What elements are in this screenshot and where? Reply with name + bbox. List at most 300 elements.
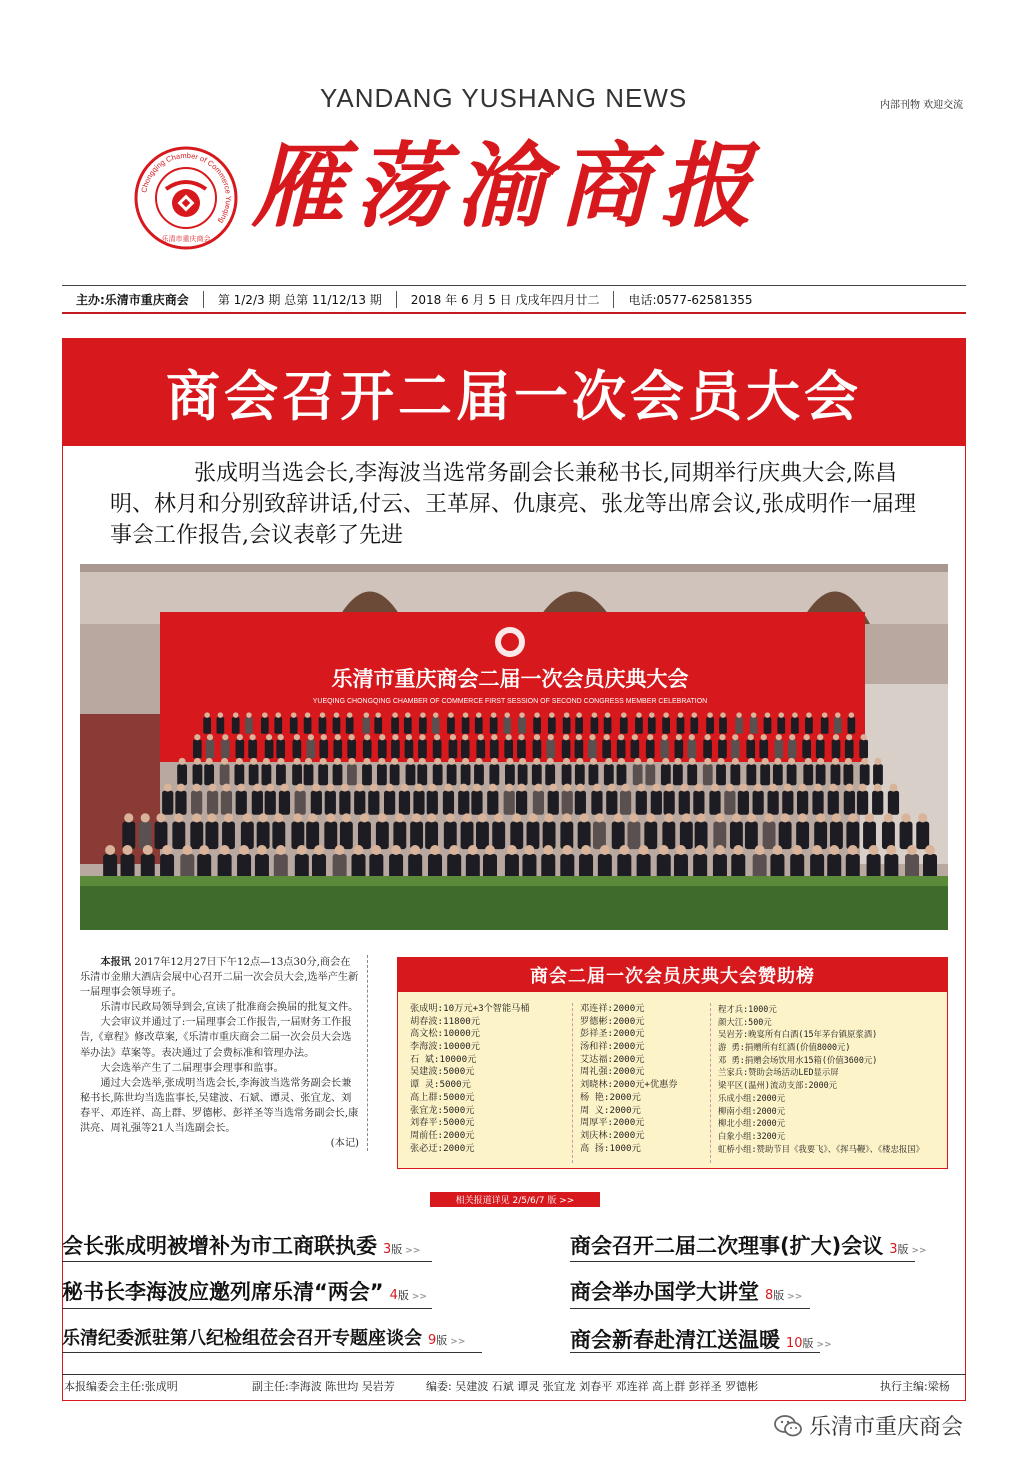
crowd-head	[804, 734, 810, 740]
related-reports-link[interactable]: 相关报道详见 2/5/6/7 版 >>	[430, 1192, 600, 1207]
crowd-person	[724, 791, 735, 815]
crowd-head	[371, 845, 381, 855]
crowd-person	[703, 740, 712, 759]
crowd-head	[534, 734, 540, 740]
crowd-person	[236, 740, 245, 759]
crowd-head	[799, 784, 807, 792]
crowd-head	[518, 784, 526, 792]
crowd-head	[266, 784, 274, 792]
crowd-head	[621, 712, 627, 718]
crowd-person	[834, 717, 842, 734]
crowd-person	[261, 717, 269, 734]
sponsor-entry: 高文松:10000元	[410, 1028, 480, 1040]
sponsor-entry: 周 义:2000元	[580, 1104, 641, 1116]
masthead-title: 雁荡渝商报	[252, 132, 763, 240]
crowd-head	[664, 813, 673, 822]
crowd-person	[745, 822, 758, 850]
crowd-head	[280, 784, 288, 792]
crowd-person	[262, 764, 272, 785]
sponsor-entry: 李海波:10000元	[410, 1041, 480, 1053]
crowd-head	[400, 784, 408, 792]
crowd-person	[703, 764, 713, 785]
teaser-arrow: >>	[787, 1292, 803, 1302]
crowd-person	[265, 791, 276, 815]
crowd-person	[662, 717, 670, 734]
crowd-head	[294, 734, 300, 740]
crowd-person	[427, 791, 438, 815]
crowd-person	[847, 717, 855, 734]
crowd-person	[845, 740, 854, 759]
crowd-person	[635, 717, 643, 734]
crowd-head	[832, 758, 839, 765]
crowd-person	[377, 764, 387, 785]
crowd-person	[295, 791, 306, 815]
crowd-person	[252, 791, 263, 815]
teaser-title: 商会举办国学大讲堂	[570, 1280, 759, 1304]
teaser-item[interactable]	[62, 1230, 420, 1260]
crowd-person	[489, 764, 499, 785]
crowd-head	[622, 784, 630, 792]
crowd-person	[276, 740, 285, 759]
crowd-person	[562, 791, 573, 815]
crowd-person	[391, 740, 400, 759]
crowd-person	[241, 822, 254, 850]
crowd-head	[434, 758, 441, 765]
sponsor-entry: 张成明:10万元+3个智能马桶	[410, 1003, 530, 1014]
logo-ring-text: Chongqing Chamber of Commerce Yueqing	[139, 150, 234, 226]
sponsor-entry: 高上群:5000元	[410, 1091, 475, 1103]
crowd-person	[645, 764, 655, 785]
crowd-person	[447, 717, 455, 734]
crowd-head	[250, 758, 257, 765]
crowd-person	[490, 740, 499, 759]
crowd-person	[404, 717, 412, 734]
crowd-head	[859, 784, 867, 792]
crowd-head	[334, 758, 341, 765]
logo-ring-text-cn: 乐清市重庆商会	[161, 235, 211, 243]
crowd-head	[356, 784, 364, 792]
crowd-head	[448, 758, 455, 765]
crowd-head	[533, 758, 540, 765]
teaser-item[interactable]	[570, 1324, 832, 1354]
crowd-person	[802, 740, 811, 759]
crowd-head	[308, 813, 317, 822]
crowd-person	[444, 822, 457, 850]
publisher: 主办:乐清市重庆商会	[62, 291, 204, 308]
crowd-head	[124, 813, 133, 822]
crowd-head	[748, 758, 755, 765]
crowd-person	[406, 764, 416, 785]
crowd-head	[764, 813, 773, 822]
crowd-head	[781, 813, 790, 822]
crowd-person	[709, 791, 720, 815]
crowd-person	[750, 717, 758, 734]
crowd-person	[363, 740, 372, 759]
crowd-person	[458, 791, 469, 815]
crowd-head	[792, 712, 798, 718]
teaser-item[interactable]	[62, 1324, 465, 1350]
crowd-person	[419, 717, 427, 734]
crowd-person	[796, 822, 809, 850]
crowd-head	[637, 784, 645, 792]
crowd-head	[266, 734, 272, 740]
crowd-head	[918, 813, 927, 822]
crowd-person	[602, 740, 611, 759]
crowd-head	[907, 845, 917, 855]
crowd-head	[221, 758, 228, 765]
crowd-head	[406, 734, 412, 740]
crowd-person	[888, 791, 899, 815]
sponsor-list-title: 商会二届一次会员庆典大会赞助榜	[398, 958, 947, 992]
crowd-head	[563, 734, 569, 740]
crowd-head	[475, 758, 482, 765]
crowd-head	[379, 734, 385, 740]
crowd-person	[673, 764, 683, 785]
crowd-head	[755, 845, 765, 855]
crowd-head	[720, 712, 726, 718]
crowd-person	[393, 822, 406, 850]
crowd-head	[600, 845, 610, 855]
sponsor-entry: 刘晓林:2000元+优惠券	[580, 1079, 678, 1091]
crowd-person	[418, 740, 427, 759]
crowd-head	[647, 758, 654, 765]
crowd-head	[378, 758, 385, 765]
crowd-person	[205, 822, 218, 850]
crowd-person	[575, 717, 583, 734]
crowd-head	[391, 758, 398, 765]
chamber-logo	[133, 145, 239, 251]
crowd-person	[527, 822, 540, 850]
crowd-person	[560, 822, 573, 850]
crowd-head	[199, 845, 209, 855]
crowd-person	[476, 822, 489, 850]
crowd-head	[334, 712, 340, 718]
sponsor-entry: 汤和祥:2000元	[580, 1041, 645, 1053]
crowd-person	[644, 822, 657, 850]
crowd-head	[848, 813, 857, 822]
crowd-head	[874, 784, 882, 792]
crowd-head	[463, 712, 469, 718]
crowd-person	[433, 764, 443, 785]
crowd-head	[581, 845, 591, 855]
crowd-head	[732, 758, 739, 765]
crowd-head	[410, 845, 420, 855]
crowd-person	[384, 791, 395, 815]
crowd-person	[690, 717, 698, 734]
crowd-head	[506, 758, 513, 765]
teaser-page: 4	[389, 1288, 398, 1303]
teaser-item[interactable]	[62, 1276, 427, 1306]
crowd-person	[562, 764, 572, 785]
headline-band	[62, 338, 966, 446]
sponsor-entry: 张宜龙:5000元	[410, 1104, 475, 1116]
sponsor-entry: 虹桥小组:赞助节目《我要飞》、《挥马鞭》、《楼忠报国》	[718, 1143, 925, 1154]
crowd-person	[155, 822, 168, 850]
crowd-head	[434, 734, 440, 740]
crowd-person	[604, 717, 612, 734]
crowd-person	[461, 764, 471, 785]
crowd-person	[832, 740, 841, 759]
crowd-head	[739, 784, 747, 792]
teaser-arrow: >>	[405, 1246, 421, 1256]
crowd-head	[784, 784, 792, 792]
crowd-head	[276, 845, 286, 855]
crowd-head	[448, 712, 454, 718]
chamber-logo-icon	[133, 145, 239, 251]
sponsor-entry: 白象小组:3200元	[718, 1130, 786, 1141]
crowd-head	[274, 813, 283, 822]
crowd-head	[312, 784, 320, 792]
crowd-person	[677, 717, 685, 734]
teaser-page-unit: 版	[773, 1289, 785, 1302]
crowd-person	[612, 822, 625, 850]
crowd-head	[652, 784, 660, 792]
crowd-person	[432, 717, 440, 734]
crowd-head	[563, 758, 570, 765]
crowd-head	[308, 734, 314, 740]
crowd-person	[291, 822, 304, 850]
crowd-head	[305, 758, 312, 765]
crowd-person	[311, 791, 322, 815]
crowd-head	[177, 784, 185, 792]
crowd-person	[318, 764, 328, 785]
article-paragraph: 通过大会选举,张成明当选会长,李海波当选常务副会长兼秘书长,陈世均当选监事长,吴建波、石斌、谭灵、张宜龙、刘春平、邓连祥、高上群、罗德彬、彭祥圣等当选常务副会长,康洪亮、周礼强等21人当选副会长。	[80, 1077, 359, 1135]
teaser-title: 会长张成明被增补为市工商联执委	[62, 1234, 377, 1258]
crowd-head	[243, 813, 252, 822]
crowd-head	[507, 845, 517, 855]
sponsor-entry: 周厚平:2000元	[580, 1117, 645, 1129]
crowd-head	[420, 712, 426, 718]
crowd-head	[817, 734, 823, 740]
crowd-head	[534, 784, 542, 792]
sponsor-entry: 高 扬:1000元	[580, 1142, 641, 1154]
crowd-person	[759, 740, 768, 759]
crowd-head	[680, 784, 688, 792]
crowd-person	[731, 740, 740, 759]
crowd-head	[696, 813, 705, 822]
crowd-head	[354, 845, 364, 855]
crowd-head	[407, 758, 414, 765]
crowd-person	[347, 740, 356, 759]
crowd-head	[748, 734, 754, 740]
crowd-head	[294, 758, 301, 765]
crowd-person	[510, 822, 523, 850]
crowd-head	[829, 784, 837, 792]
sponsor-entry: 乐成小组:2000元	[718, 1092, 786, 1103]
crowd-head	[446, 813, 455, 822]
sponsor-entry: 张必迂:2000元	[410, 1142, 475, 1154]
crowd-person	[391, 717, 399, 734]
crowd-person	[774, 740, 783, 759]
crowd-head	[647, 734, 653, 740]
sponsor-entry: 吴岩芳:晚宴所有白酒(15年茅台镇原浆酒)	[718, 1029, 878, 1040]
teaser-page: 10	[786, 1336, 803, 1351]
crowd-person	[578, 822, 591, 850]
executive-editor: 执行主编:梁杨	[880, 1380, 950, 1393]
crowd-person	[292, 764, 302, 785]
sponsor-entry: 周礼强:2000元	[580, 1066, 645, 1078]
crowd-head	[736, 712, 742, 718]
crowd-head	[590, 758, 597, 765]
crowd-head	[427, 813, 436, 822]
crowd-head	[405, 712, 411, 718]
crowd-head	[141, 813, 150, 822]
crowd-person	[593, 822, 606, 850]
crowd-person	[575, 764, 585, 785]
crowd-head	[207, 813, 216, 822]
article-paragraph: 大会审议并通过了:一届理事会工作报告,一届财务工作报告,《章程》修改草案,《乐清市重庆商会二届一次会员大会选举办法》草案等。表决通过了会费标准和管理办法。	[80, 1017, 352, 1059]
crowd-person	[304, 764, 314, 785]
crowd-head	[719, 734, 725, 740]
crowd-person	[220, 764, 230, 785]
crowd-head	[259, 813, 268, 822]
sponsor-entry: 颜大江:500元	[718, 1016, 772, 1027]
crowd-person	[443, 791, 454, 815]
masthead-english: YANDANG YUSHANG NEWS	[320, 83, 688, 113]
crowd-head	[220, 845, 230, 855]
crowd-head	[512, 813, 521, 822]
crowd-person	[175, 791, 186, 815]
crowd-person	[620, 791, 631, 815]
crowd-head	[476, 712, 482, 718]
crowd-person	[532, 764, 542, 785]
crowd-person	[193, 764, 203, 785]
crowd-head	[320, 758, 327, 765]
sponsor-entry: 柳北小组:2000元	[718, 1118, 786, 1129]
crowd-person	[413, 791, 424, 815]
crowd-head	[415, 784, 423, 792]
crowd-head	[715, 845, 725, 855]
crowd-head	[629, 813, 638, 822]
crowd-head	[774, 758, 781, 765]
sponsor-entry: 杨 艳:2000元	[580, 1091, 641, 1103]
crowd-person	[735, 717, 743, 734]
crowd-person	[543, 822, 556, 850]
crowd-head	[233, 712, 239, 718]
crowd-person	[221, 740, 230, 759]
teaser-item[interactable]	[570, 1230, 927, 1260]
crowd-head	[450, 734, 456, 740]
crowd-person	[191, 791, 202, 815]
teaser-page-unit: 版	[391, 1243, 403, 1256]
sponsor-entry: 谭 灵:5000元	[410, 1079, 471, 1091]
crowd-head	[378, 813, 387, 822]
sponsor-entry: 艾达福:2000元	[580, 1053, 645, 1065]
crowd-head	[662, 758, 669, 765]
crowd-person	[575, 740, 584, 759]
sponsor-column-1	[410, 1003, 530, 1155]
crowd-head	[263, 758, 270, 765]
crowd-person	[265, 740, 274, 759]
crowd-head	[761, 734, 767, 740]
teaser-arrow: >>	[911, 1246, 927, 1256]
crowd-head	[788, 758, 795, 765]
crowd-head	[886, 845, 896, 855]
crowd-head	[829, 845, 839, 855]
crowd-person	[791, 717, 799, 734]
crowd-person	[718, 740, 727, 759]
crowd-person	[630, 740, 639, 759]
crowd-person	[651, 791, 662, 815]
crowd-head	[634, 758, 641, 765]
editorial-committee: 编委: 吴建波 石斌 谭灵 张宜龙 刘春平 邓连祥 高上群 彭祥圣 罗德彬	[426, 1380, 759, 1393]
crowd-head	[237, 734, 243, 740]
crowd-person	[831, 764, 841, 785]
crowd-head	[360, 813, 369, 822]
teaser-item[interactable]	[570, 1276, 802, 1306]
crowd-head	[816, 813, 825, 822]
crowd-person	[234, 764, 244, 785]
crowd-head	[618, 734, 624, 740]
crowd-head	[253, 784, 261, 792]
editor-director: 本报编委会主任:张成明	[64, 1380, 178, 1393]
crowd-head	[593, 784, 601, 792]
deputy-directors: 副主任:李海波 陈世均 吴岩芳	[252, 1380, 395, 1393]
crowd-person	[279, 791, 290, 815]
crowd-person	[814, 822, 827, 850]
crowd-head	[865, 813, 874, 822]
crowd-person	[859, 740, 868, 759]
sponsor-entry: 程才兵:1000元	[718, 1004, 777, 1014]
crowd-head	[412, 813, 421, 822]
crowd-head	[674, 758, 681, 765]
sponsor-entry: 吴建波:5000元	[410, 1066, 475, 1078]
crowd-head	[222, 784, 230, 792]
teaser-page: 3	[889, 1242, 898, 1257]
crowd-head	[297, 845, 307, 855]
crowd-head	[822, 712, 828, 718]
crowd-person	[830, 822, 843, 850]
sponsor-entry: 柳南小组:2000元	[718, 1105, 786, 1116]
crowd-person	[190, 822, 203, 850]
crowd-person	[492, 822, 505, 850]
crowd-head	[209, 784, 217, 792]
crowd-head	[812, 845, 822, 855]
crowd-person	[660, 740, 669, 759]
crowd-head	[207, 734, 213, 740]
crowd-head	[646, 813, 655, 822]
sponsor-entry: 邓连祥:2000元	[580, 1003, 645, 1014]
crowd-head	[419, 734, 425, 740]
teaser-title: 乐清纪委派驻第八纪检组莅会召开专题座谈会	[62, 1328, 422, 1349]
crowd-head	[869, 845, 879, 855]
crowd-person	[504, 740, 513, 759]
crowd-head	[489, 784, 497, 792]
crowd-head	[848, 845, 858, 855]
crowd-person	[462, 717, 470, 734]
crowd-person	[563, 717, 571, 734]
crowd-person	[916, 822, 929, 850]
teaser-arrow: >>	[450, 1337, 466, 1347]
crowd-person	[290, 717, 298, 734]
crowd-head	[676, 845, 686, 855]
crowd-person	[307, 740, 316, 759]
crowd-head	[335, 845, 345, 855]
crowd-person	[319, 740, 328, 759]
crowd-head	[562, 813, 571, 822]
crowd-person	[548, 791, 559, 815]
crowd-person	[788, 740, 797, 759]
crowd-person	[719, 717, 727, 734]
crowd-person	[787, 764, 797, 785]
crowd-head	[386, 784, 394, 792]
crowd-head	[732, 813, 741, 822]
crowd-person	[768, 791, 779, 815]
crowd-head	[262, 712, 268, 718]
crowd-person	[693, 791, 704, 815]
crowd-person	[828, 791, 839, 815]
crowd-head	[689, 734, 695, 740]
